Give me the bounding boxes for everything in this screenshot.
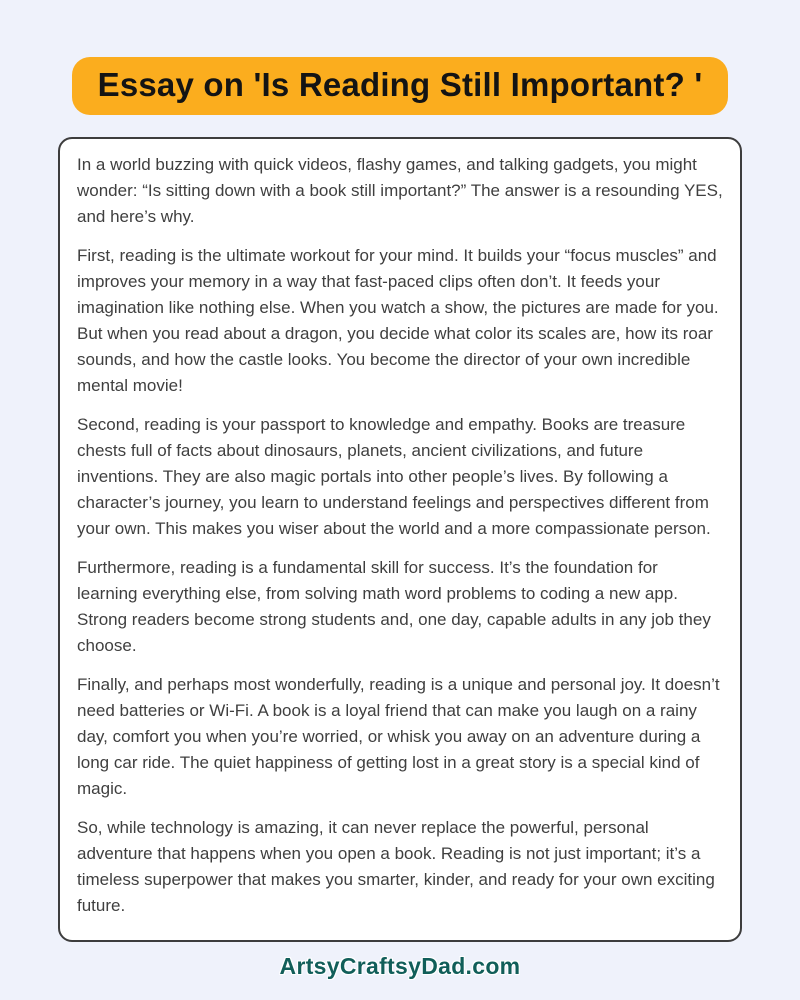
title-banner-row (0, 0, 800, 115)
essay-paragraph-intro: In a world buzzing with quick videos, flashy games, and talking gadgets, you might wonder: “Is sitting down with a book still important?” The answer is a resounding YES, and here’s why. (77, 155, 723, 226)
essay-paragraph-first-point: First, reading is the ultimate workout for your mind. It builds your “focus muscles” and improves your memory in a way that fast-paced clips often don’t. It feeds your imagination like nothing else. When you watch a show, the pictures are made for you. But when you read about a dragon, you decide what color its scales are, how its roar sounds, and how the castle looks. You become the director of your own incredible mental movie! (77, 246, 719, 395)
essay-paragraph-furthermore: Furthermore, reading is a fundamental skill for success. It’s the foundation for learning everything else, from solving math word problems to coding a new app. Strong readers become strong students and, one day, capable adults in any job they choose. (77, 558, 711, 655)
footer-site-link[interactable]: ArtsyCraftsyDad.com (279, 953, 521, 979)
essay-paragraph-finally: Finally, and perhaps most wonderfully, reading is a unique and personal joy. It doesn’t need batteries or Wi-Fi. A book is a loyal friend that can make you laugh on a rainy day, comfort you when you’re worried, or whisk you away on an adventure during a long car ride. The quiet happiness of getting lost in a great story is a special kind of magic. (77, 675, 720, 798)
essay-paragraph-second-point: Second, reading is your passport to knowledge and empathy. Books are treasure chests full of facts about dinosaurs, planets, ancient civilizations, and future inventions. They are also magic portals into other people’s lives. By following a character’s journey, you learn to understand feelings and perspectives different from your own. This makes you wiser about the world and a more compassionate person. (77, 415, 711, 538)
essay-box (58, 137, 742, 942)
footer (0, 953, 800, 980)
essay-paragraph-conclusion: So, while technology is amazing, it can never replace the powerful, personal adventure that happens when you open a book. Reading is not just important; it’s a timeless superpower that makes you smarter, kinder, and ready for your own exciting future. (77, 818, 715, 915)
page-title: Essay on 'Is Reading Still Important? ' (72, 57, 729, 115)
